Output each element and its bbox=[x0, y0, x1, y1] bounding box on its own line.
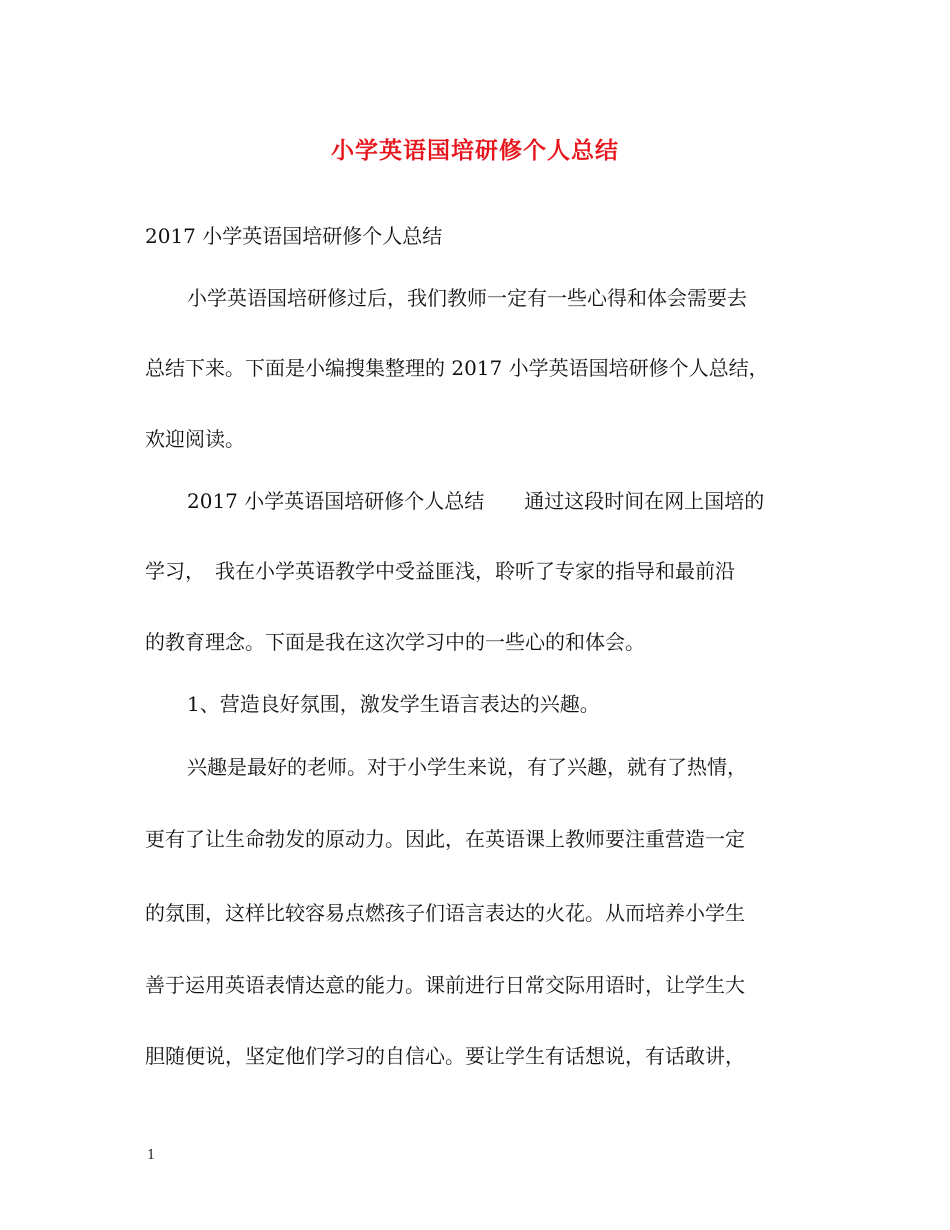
body-line: 小学英语国培研修过后，我们教师一定有一些心得和体会需要去 bbox=[187, 286, 747, 310]
body-line: 善于运用英语表情达意的能力。课前进行日常交际用语时，让学生大 bbox=[145, 973, 745, 997]
page-number: 1 bbox=[147, 1148, 156, 1163]
subtitle-line: 2017 小学英语国培研修个人总结 bbox=[145, 224, 443, 248]
body-line: 的教育理念。下面是我在这次学习中的一些心的和体会。 bbox=[145, 630, 645, 654]
body-line: 的氛围，这样比较容易点燃孩子们语言表达的火花。从而培养小学生 bbox=[145, 901, 745, 925]
body-line: 更有了让生命勃发的原动力。因此，在英语课上教师要注重营造一定 bbox=[145, 827, 745, 851]
body-line: 兴趣是最好的老师。对于小学生来说，有了兴趣，就有了热情， bbox=[187, 755, 747, 779]
body-line: 总结下来。下面是小编搜集整理的 2017 小学英语国培研修个人总结， bbox=[145, 356, 769, 380]
body-line: 学习， 我在小学英语教学中受益匪浅，聆听了专家的指导和最前沿 bbox=[145, 559, 735, 583]
section-heading: 1、营造良好氛围，激发学生语言表达的兴趣。 bbox=[187, 692, 600, 716]
body-line: 2017 小学英语国培研修个人总结 通过这段时间在网上国培的 bbox=[187, 489, 765, 513]
body-line: 欢迎阅读。 bbox=[145, 427, 245, 451]
body-line: 胆随便说，坚定他们学习的自信心。要让学生有话想说，有话敢讲， bbox=[145, 1044, 745, 1068]
document-title: 小学英语国培研修个人总结 bbox=[331, 137, 619, 164]
